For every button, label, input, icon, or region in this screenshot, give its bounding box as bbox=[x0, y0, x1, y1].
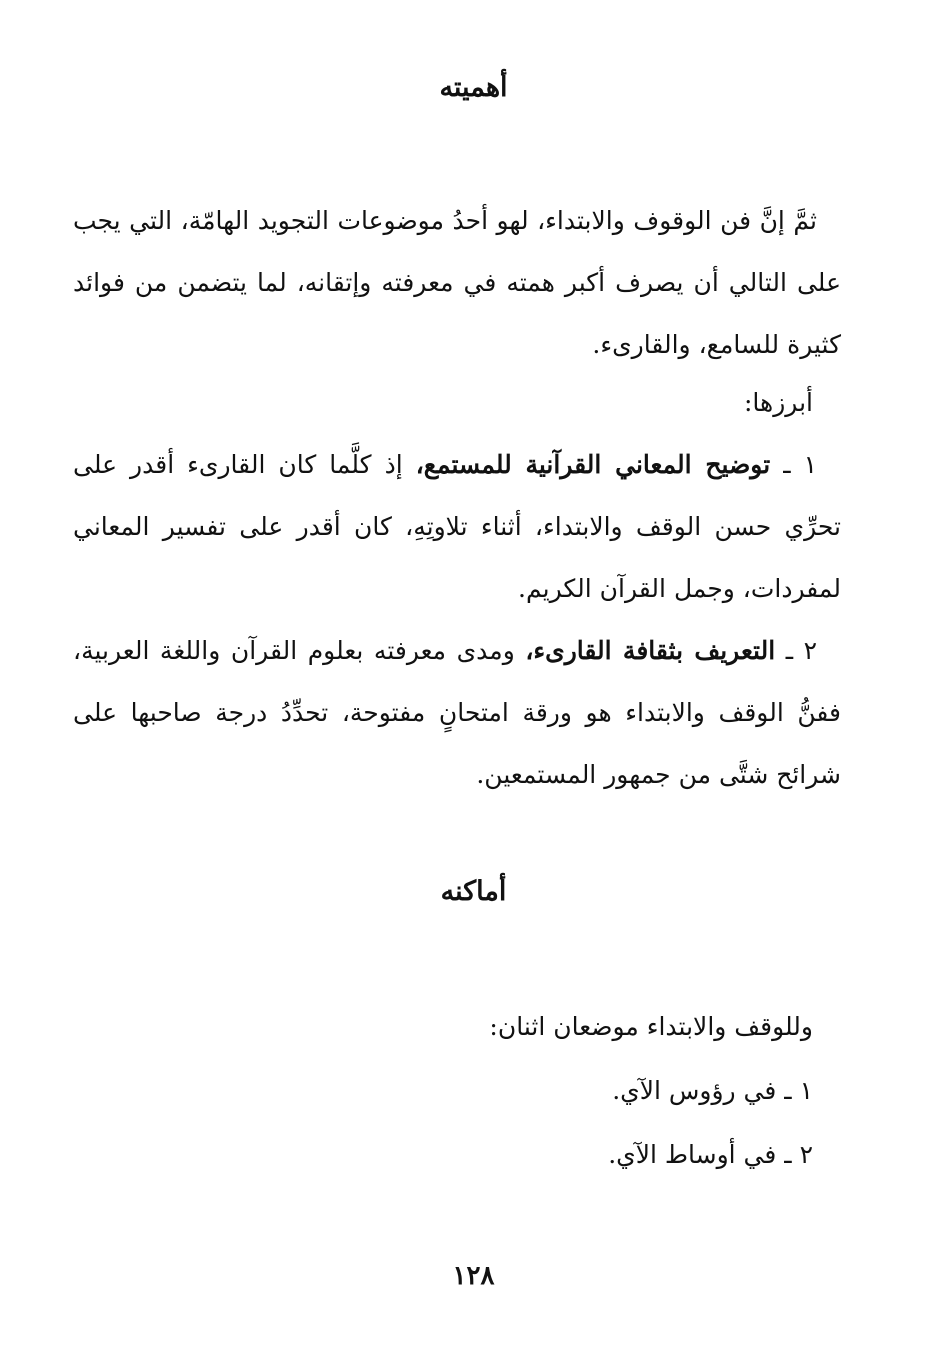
list-item-number: ١ ـ bbox=[783, 450, 817, 479]
section-heading-importance: أهميته bbox=[439, 72, 508, 103]
highlights-label-text: أبرزها: bbox=[744, 388, 813, 417]
place-item-text: ٢ ـ في أوساط الآي. bbox=[608, 1140, 813, 1169]
list-item-body: ومدى معرفته بعلوم القرآن واللغة العربية، ففنُّ الوقف والابتداء هو ورقة امتحانٍ مفتوحة، تحدِّدُ درجة صاحبها على شرائح شتَّى من جمهور المستمعين. bbox=[73, 636, 841, 789]
list-item-title: التعريف بثقافة القارىء، bbox=[525, 636, 776, 665]
highlights-label bbox=[93, 372, 813, 434]
list-item-number: ٢ ـ bbox=[785, 636, 817, 665]
page-number: ١٢٨ bbox=[452, 1261, 495, 1291]
intro-text: ثمَّ إنَّ فن الوقوف والابتداء، لهو أحدُ موضوعات التجويد الهامّة، التي يجب على التالي أن يصرف أكبر همته في معرفته وإتقانه، لما يتضمن من فوائد كثيرة للسامع، والقارىء. bbox=[73, 206, 841, 359]
places-intro-text: وللوقف والابتداء موضعان اثنان: bbox=[489, 1012, 813, 1041]
places-intro bbox=[113, 996, 813, 1058]
list-item-text bbox=[73, 620, 841, 806]
section-heading-places: أماكنه bbox=[440, 876, 507, 907]
intro-paragraph bbox=[73, 190, 841, 376]
list-item-body: إذ كلَّما كان القارىء أقدر على تحرِّي حسن الوقف والابتداء، أثناء تلاوتِهِ، كان أقدر على تفسير المعاني لمفردات، وجمل القرآن الكريم. bbox=[73, 450, 841, 603]
list-item-title: توضيح المعاني القرآنية للمستمع، bbox=[415, 450, 771, 479]
place-item-text: ١ ـ في رؤوس الآي. bbox=[612, 1076, 813, 1105]
list-item bbox=[73, 434, 841, 620]
list-item-text bbox=[73, 434, 841, 620]
list-item bbox=[73, 620, 841, 806]
place-item bbox=[113, 1124, 813, 1186]
place-item bbox=[113, 1060, 813, 1122]
